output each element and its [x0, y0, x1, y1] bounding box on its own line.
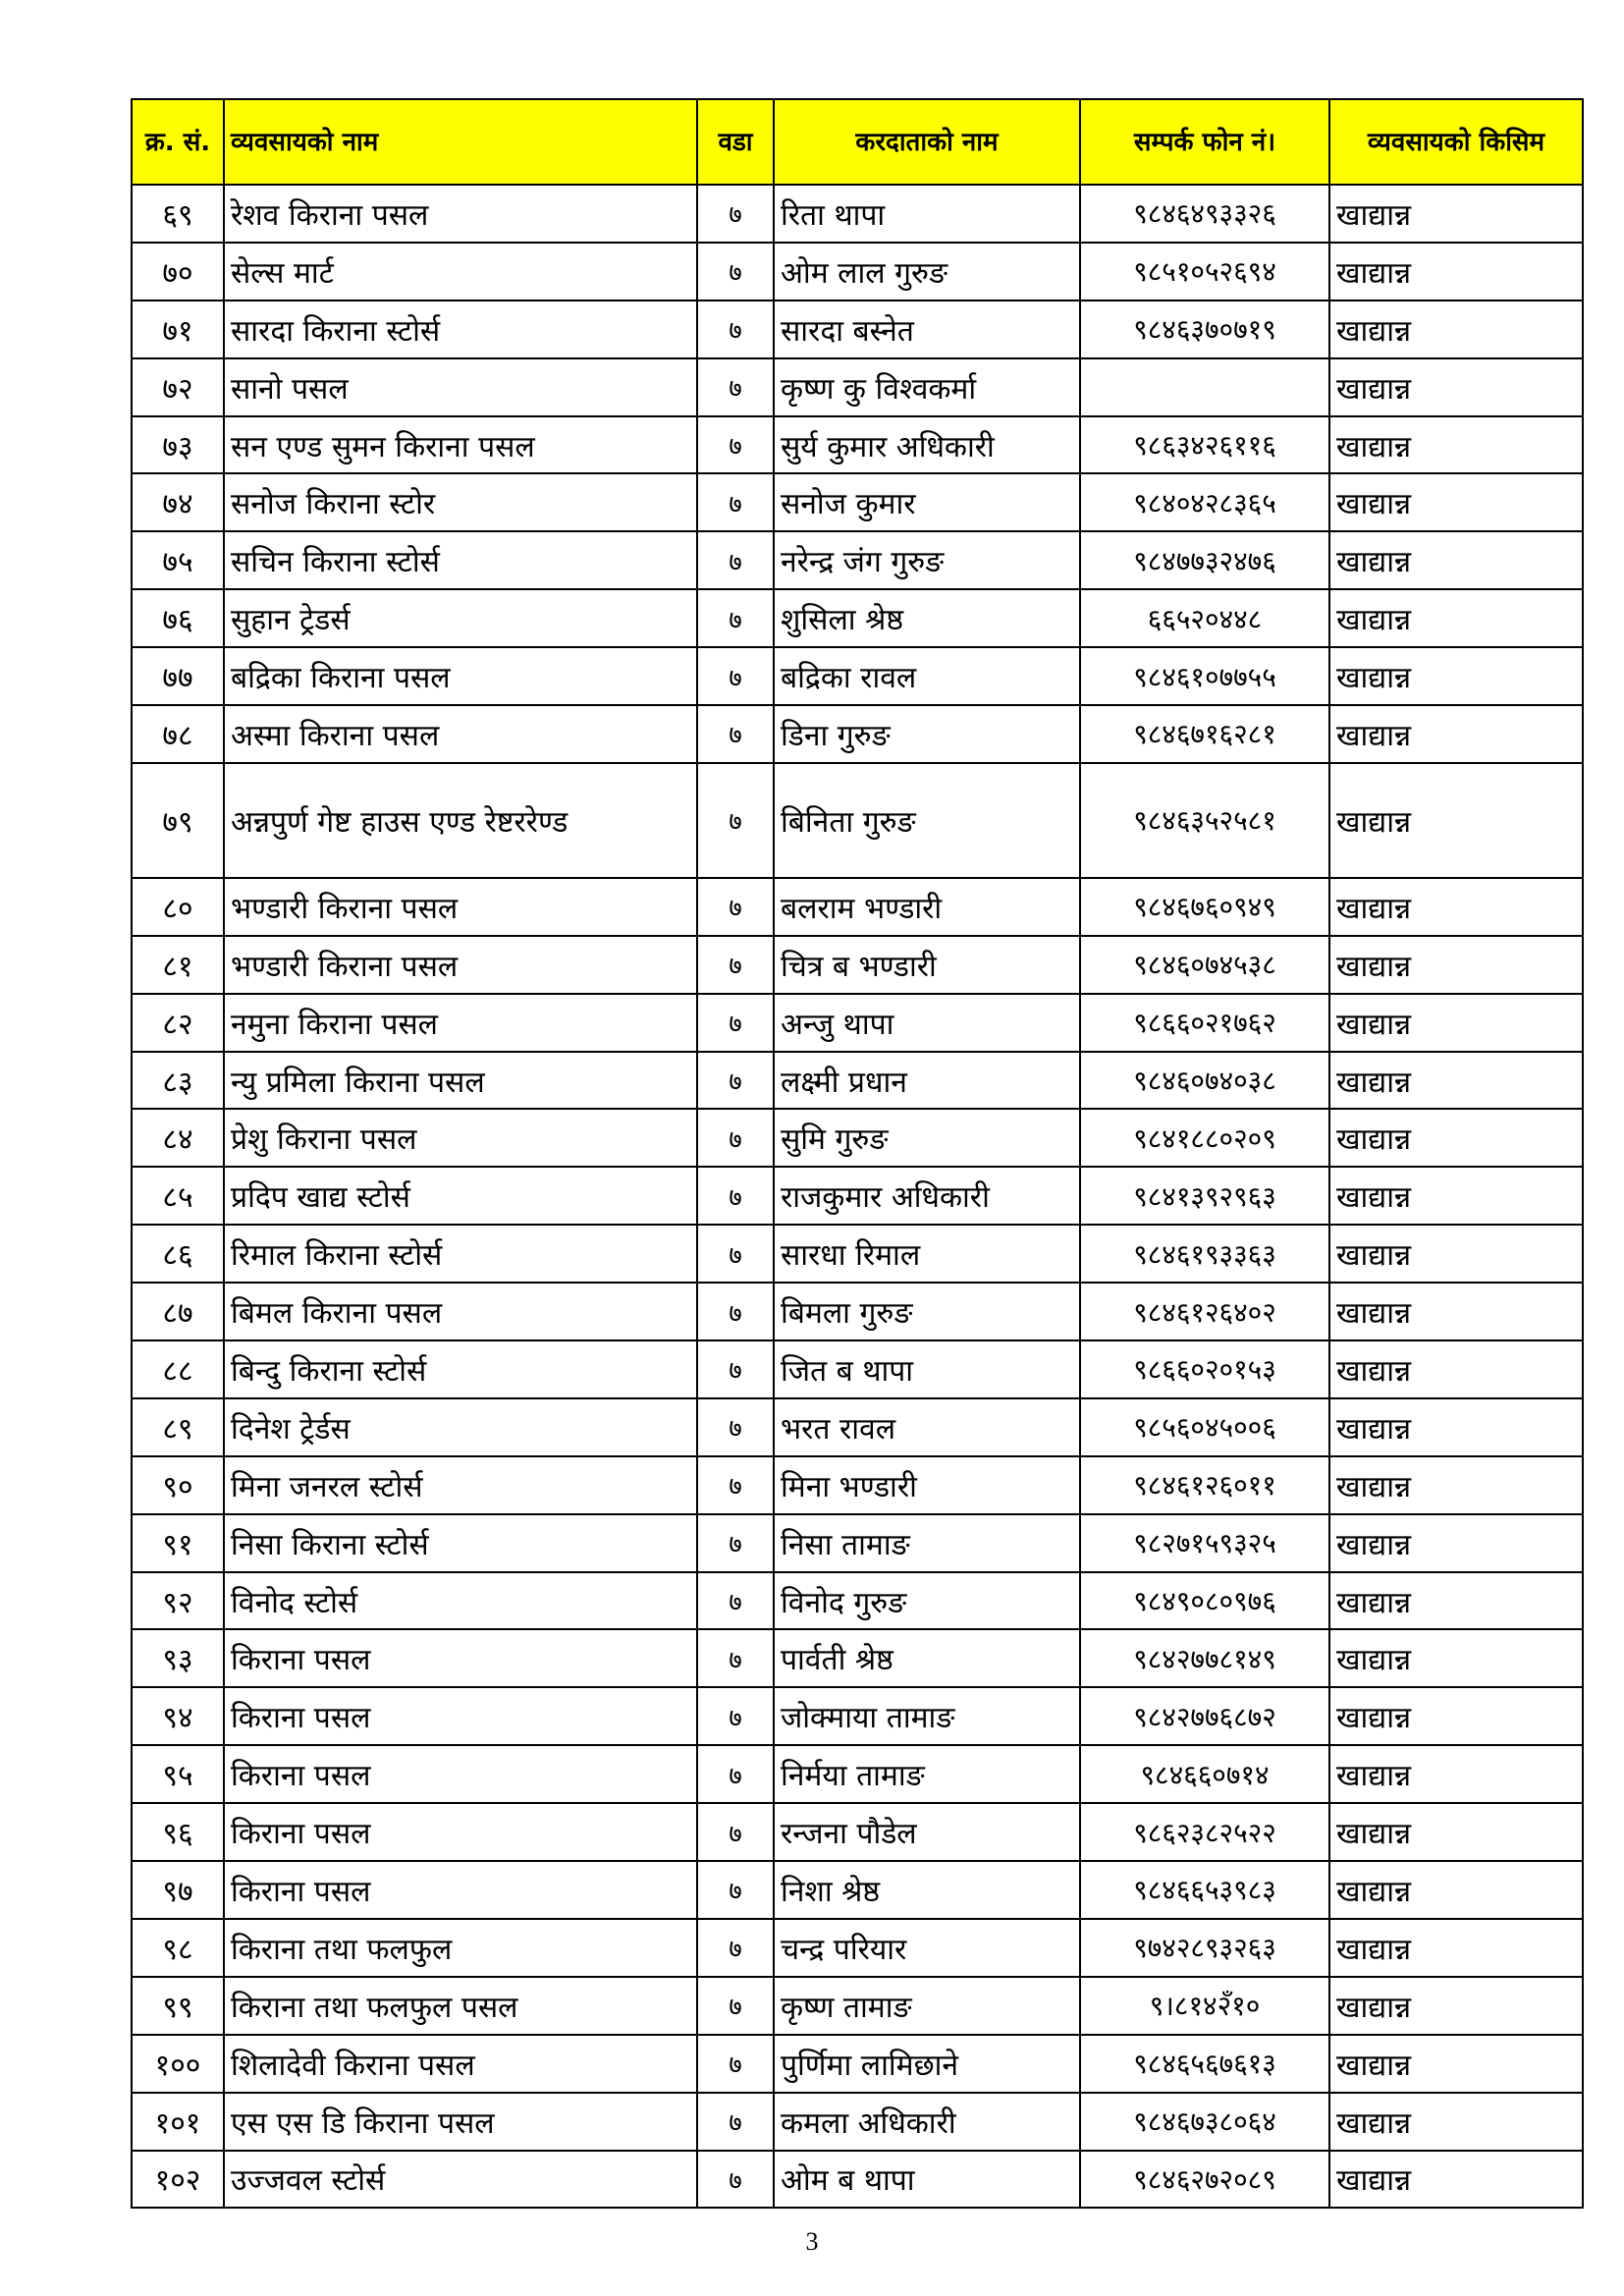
header-business-type: व्यवसायको किसिम — [1329, 99, 1583, 185]
cell-ward: ७ — [697, 1225, 774, 1283]
table-row — [132, 1514, 1583, 1572]
cell-business-type: खाद्यान्न — [1329, 1572, 1583, 1630]
cell-taxpayer-name: ओम लाल गुरुङ — [774, 243, 1080, 301]
cell-business-type: खाद्यान्न — [1329, 416, 1583, 474]
cell-taxpayer-name: सुमि गुरुङ — [774, 1109, 1080, 1167]
cell-phone: ९८४२७७८१४९ — [1080, 1629, 1329, 1687]
cell-business-name: भण्डारी किराना पसल — [224, 878, 697, 936]
cell-sn: ९० — [132, 1456, 224, 1514]
cell-business-name: नमुना किराना पसल — [224, 994, 697, 1052]
cell-phone: ९८४१३९२९६३ — [1080, 1167, 1329, 1225]
cell-sn: ९९ — [132, 1977, 224, 2035]
cell-ward: ७ — [697, 2093, 774, 2151]
cell-phone: ९८६३४२६११६ — [1080, 416, 1329, 474]
cell-sn: ९८ — [132, 1919, 224, 1977]
cell-phone: ९८४६५६७६१३ — [1080, 2035, 1329, 2093]
cell-business-name: बिन्दु किराना स्टोर्स — [224, 1340, 697, 1398]
cell-taxpayer-name: अन्जु थापा — [774, 994, 1080, 1052]
cell-business-name: बद्रिका किराना पसल — [224, 647, 697, 705]
cell-business-name: निसा किराना स्टोर्स — [224, 1514, 697, 1572]
cell-business-type: खाद्यान्न — [1329, 1225, 1583, 1283]
cell-ward: ७ — [697, 1514, 774, 1572]
cell-business-type: खाद्यान्न — [1329, 358, 1583, 416]
cell-phone: ९८४६०७४५३८ — [1080, 936, 1329, 994]
cell-taxpayer-name: डिना गुरुङ — [774, 705, 1080, 763]
cell-taxpayer-name: रन्जना पौडेल — [774, 1803, 1080, 1861]
cell-sn: ८५ — [132, 1167, 224, 1225]
cell-taxpayer-name: बलराम भण्डारी — [774, 878, 1080, 936]
cell-sn: ८७ — [132, 1283, 224, 1340]
cell-sn: ८४ — [132, 1109, 224, 1167]
cell-ward: ७ — [697, 416, 774, 474]
cell-business-name: रेशव किराना पसल — [224, 185, 697, 243]
cell-business-name: अस्मा किराना पसल — [224, 705, 697, 763]
cell-taxpayer-name: कमला अधिकारी — [774, 2093, 1080, 2151]
cell-business-name: शिलादेवी किराना पसल — [224, 2035, 697, 2093]
cell-business-name: रिमाल किराना स्टोर्स — [224, 1225, 697, 1283]
table-row — [132, 1109, 1583, 1167]
table-row — [132, 2093, 1583, 2151]
cell-business-type: खाद्यान्न — [1329, 705, 1583, 763]
cell-sn: ७३ — [132, 416, 224, 474]
cell-phone: ९८४९०८०९७६ — [1080, 1572, 1329, 1630]
cell-ward: ७ — [697, 1861, 774, 1919]
cell-business-name: सनोज किराना स्टोर — [224, 473, 697, 531]
cell-sn: १०० — [132, 2035, 224, 2093]
cell-business-type: खाद्यान्न — [1329, 647, 1583, 705]
cell-business-type: खाद्यान्न — [1329, 1514, 1583, 1572]
cell-sn: ७९ — [132, 763, 224, 878]
cell-taxpayer-name: बिनिता गुरुङ — [774, 763, 1080, 878]
cell-sn: ९४ — [132, 1687, 224, 1745]
cell-business-name: किराना पसल — [224, 1803, 697, 1861]
table-body — [132, 185, 1583, 2208]
page-number: 3 — [805, 2227, 819, 2256]
cell-business-type: खाद्यान्न — [1329, 2035, 1583, 2093]
cell-ward: ७ — [697, 1398, 774, 1456]
cell-phone: ९८४६१०७७५५ — [1080, 647, 1329, 705]
cell-business-name: प्रदिप खाद्य स्टोर्स — [224, 1167, 697, 1225]
cell-taxpayer-name: चित्र ब भण्डारी — [774, 936, 1080, 994]
table-row — [132, 1340, 1583, 1398]
cell-taxpayer-name: लक्ष्मी प्रधान — [774, 1052, 1080, 1110]
cell-sn: ८६ — [132, 1225, 224, 1283]
cell-taxpayer-name: निसा तामाङ — [774, 1514, 1080, 1572]
table-row — [132, 1919, 1583, 1977]
table-row — [132, 416, 1583, 474]
cell-business-name: अन्नपुर्ण गेष्ट हाउस एण्ड रेष्टररेण्ड — [224, 763, 697, 878]
cell-business-type: खाद्यान्न — [1329, 1283, 1583, 1340]
cell-phone: ९८४७७३२४७६ — [1080, 531, 1329, 589]
cell-sn: ७१ — [132, 301, 224, 358]
cell-sn: ८१ — [132, 936, 224, 994]
cell-ward: ७ — [697, 1919, 774, 1977]
cell-phone: ९८४६६५३९८३ — [1080, 1861, 1329, 1919]
cell-business-type: खाद्यान्न — [1329, 1456, 1583, 1514]
cell-taxpayer-name: निर्मया तामाङ — [774, 1745, 1080, 1803]
table-row — [132, 1687, 1583, 1745]
cell-sn: ८८ — [132, 1340, 224, 1398]
cell-business-name: किराना तथा फलफुल पसल — [224, 1977, 697, 2035]
table-row — [132, 1745, 1583, 1803]
cell-ward: ७ — [697, 2035, 774, 2093]
cell-business-type: खाद्यान्न — [1329, 994, 1583, 1052]
cell-taxpayer-name: भरत रावल — [774, 1398, 1080, 1456]
cell-business-type: खाद्यान्न — [1329, 2151, 1583, 2209]
cell-business-name: सानो पसल — [224, 358, 697, 416]
table-row — [132, 1052, 1583, 1110]
table-row — [132, 531, 1583, 589]
cell-sn: ७० — [132, 243, 224, 301]
cell-phone: ९८५६०४५००६ — [1080, 1398, 1329, 1456]
cell-business-type: खाद्यान्न — [1329, 1745, 1583, 1803]
cell-business-type: खाद्यान्न — [1329, 1861, 1583, 1919]
cell-phone: ६६५२०४४८ — [1080, 589, 1329, 647]
cell-taxpayer-name: बद्रिका रावल — [774, 647, 1080, 705]
table-row — [132, 1398, 1583, 1456]
cell-taxpayer-name: जित ब थापा — [774, 1340, 1080, 1398]
cell-taxpayer-name: कृष्ण कु विश्वकर्मा — [774, 358, 1080, 416]
cell-sn: ७५ — [132, 531, 224, 589]
cell-business-type: खाद्यान्न — [1329, 1687, 1583, 1745]
cell-phone: ९८४६३७०७१९ — [1080, 301, 1329, 358]
table-header-row — [132, 99, 1583, 185]
cell-phone: ९८४६१९३३६३ — [1080, 1225, 1329, 1283]
cell-ward: ७ — [697, 1340, 774, 1398]
table-row — [132, 301, 1583, 358]
cell-ward: ७ — [697, 936, 774, 994]
cell-taxpayer-name: निशा श्रेष्ठ — [774, 1861, 1080, 1919]
cell-phone: ९८४२७७६८७२ — [1080, 1687, 1329, 1745]
table-row — [132, 1572, 1583, 1630]
table-row — [132, 1629, 1583, 1687]
cell-ward: ७ — [697, 1977, 774, 2035]
cell-business-type: खाद्यान्न — [1329, 1109, 1583, 1167]
cell-business-type: खाद्यान्न — [1329, 1977, 1583, 2035]
cell-business-type: खाद्यान्न — [1329, 1629, 1583, 1687]
cell-ward: ७ — [697, 763, 774, 878]
header-business-name: व्यवसायको नाम — [224, 99, 697, 185]
cell-phone: ९८४६२७२०८९ — [1080, 2151, 1329, 2209]
cell-business-name: सुहान ट्रेडर्स — [224, 589, 697, 647]
cell-sn: ९२ — [132, 1572, 224, 1630]
header-sn: क्र. सं. — [132, 99, 224, 185]
cell-phone: ९८२७१५९३२५ — [1080, 1514, 1329, 1572]
table-row — [132, 878, 1583, 936]
cell-phone: ९८४६४९३३२६ — [1080, 185, 1329, 243]
cell-phone: ९८४६७१६२८१ — [1080, 705, 1329, 763]
cell-sn: ७८ — [132, 705, 224, 763]
cell-ward: ७ — [697, 473, 774, 531]
cell-business-name: प्रेशु किराना पसल — [224, 1109, 697, 1167]
cell-taxpayer-name: विनोद गुरुङ — [774, 1572, 1080, 1630]
table-row — [132, 1225, 1583, 1283]
cell-business-name: एस एस डि किराना पसल — [224, 2093, 697, 2151]
cell-business-name: किराना तथा फलफुल — [224, 1919, 697, 1977]
cell-ward: ७ — [697, 1283, 774, 1340]
cell-ward: ७ — [697, 1109, 774, 1167]
table-row — [132, 358, 1583, 416]
cell-business-type: खाद्यान्न — [1329, 301, 1583, 358]
cell-business-type: खाद्यान्न — [1329, 1340, 1583, 1398]
table-row — [132, 473, 1583, 531]
cell-ward: ७ — [697, 301, 774, 358]
cell-business-type: खाद्यान्न — [1329, 936, 1583, 994]
cell-business-name: सारदा किराना स्टोर्स — [224, 301, 697, 358]
cell-sn: ७६ — [132, 589, 224, 647]
cell-phone: ९८६६०२०१५३ — [1080, 1340, 1329, 1398]
cell-business-name: किराना पसल — [224, 1687, 697, 1745]
cell-sn: ९१ — [132, 1514, 224, 1572]
cell-ward: ७ — [697, 1052, 774, 1110]
cell-sn: १०२ — [132, 2151, 224, 2209]
cell-business-type: खाद्यान्न — [1329, 243, 1583, 301]
cell-phone: ९७४२८९३२६३ — [1080, 1919, 1329, 1977]
table-row — [132, 589, 1583, 647]
header-phone: सम्पर्क फोन नं। — [1080, 99, 1329, 185]
cell-business-name: भण्डारी किराना पसल — [224, 936, 697, 994]
cell-sn: ९७ — [132, 1861, 224, 1919]
header-taxpayer-name: करदाताको नाम — [774, 99, 1080, 185]
cell-sn: ९६ — [132, 1803, 224, 1861]
cell-business-type: खाद्यान्न — [1329, 1167, 1583, 1225]
cell-ward: ७ — [697, 647, 774, 705]
table-row — [132, 763, 1583, 878]
cell-business-type: खाद्यान्न — [1329, 185, 1583, 243]
cell-taxpayer-name: सुर्य कुमार अधिकारी — [774, 416, 1080, 474]
cell-ward: ७ — [697, 1687, 774, 1745]
cell-ward: ७ — [697, 1572, 774, 1630]
cell-business-name: किराना पसल — [224, 1629, 697, 1687]
cell-taxpayer-name: जोक्माया तामाङ — [774, 1687, 1080, 1745]
cell-taxpayer-name: चन्द्र परियार — [774, 1919, 1080, 1977]
cell-sn: ७७ — [132, 647, 224, 705]
cell-ward: ७ — [697, 1745, 774, 1803]
cell-phone: ९८६२३८२५२२ — [1080, 1803, 1329, 1861]
cell-sn: १०१ — [132, 2093, 224, 2151]
cell-sn: ७२ — [132, 358, 224, 416]
cell-sn: ८२ — [132, 994, 224, 1052]
cell-business-type: खाद्यान्न — [1329, 2093, 1583, 2151]
cell-business-type: खाद्यान्न — [1329, 1398, 1583, 1456]
table-row — [132, 936, 1583, 994]
cell-phone: ९८४०४२८३६५ — [1080, 473, 1329, 531]
cell-taxpayer-name: मिना भण्डारी — [774, 1456, 1080, 1514]
cell-ward: ७ — [697, 243, 774, 301]
cell-phone: ९८४६१२६०११ — [1080, 1456, 1329, 1514]
table-row — [132, 1167, 1583, 1225]
cell-business-name: न्यु प्रमिला किराना पसल — [224, 1052, 697, 1110]
business-table — [131, 98, 1584, 2209]
cell-sn: ९५ — [132, 1745, 224, 1803]
table-row — [132, 647, 1583, 705]
cell-ward: ७ — [697, 1629, 774, 1687]
cell-phone: ९८४६७३८०६४ — [1080, 2093, 1329, 2151]
cell-business-name: दिनेश ट्रेर्डस — [224, 1398, 697, 1456]
table-row — [132, 243, 1583, 301]
cell-business-name: सेल्स मार्ट — [224, 243, 697, 301]
cell-sn: ६९ — [132, 185, 224, 243]
cell-phone: ९८४६६०७१४ — [1080, 1745, 1329, 1803]
cell-taxpayer-name: पार्वती श्रेष्ठ — [774, 1629, 1080, 1687]
cell-business-type: खाद्यान्न — [1329, 589, 1583, 647]
cell-phone: ९।८१४२ँ१० — [1080, 1977, 1329, 2035]
cell-business-type: खाद्यान्न — [1329, 1803, 1583, 1861]
cell-phone: ९८४६७६०९४९ — [1080, 878, 1329, 936]
cell-phone: ९८४६०७४०३८ — [1080, 1052, 1329, 1110]
cell-phone: ९८६६०२१७६२ — [1080, 994, 1329, 1052]
cell-taxpayer-name: सनोज कुमार — [774, 473, 1080, 531]
table-row — [132, 2035, 1583, 2093]
cell-business-type: खाद्यान्न — [1329, 763, 1583, 878]
cell-phone — [1080, 358, 1329, 416]
cell-business-type: खाद्यान्न — [1329, 531, 1583, 589]
cell-taxpayer-name: शुसिला श्रेष्ठ — [774, 589, 1080, 647]
cell-business-type: खाद्यान्न — [1329, 878, 1583, 936]
cell-taxpayer-name: पुर्णिमा लामिछाने — [774, 2035, 1080, 2093]
cell-phone: ९८४६३५२५८१ — [1080, 763, 1329, 878]
cell-ward: ७ — [697, 589, 774, 647]
cell-ward: ७ — [697, 994, 774, 1052]
cell-phone: ९८५१०५२६९४ — [1080, 243, 1329, 301]
cell-ward: ७ — [697, 358, 774, 416]
cell-business-type: खाद्यान्न — [1329, 473, 1583, 531]
cell-business-name: उज्जवल स्टोर्स — [224, 2151, 697, 2209]
cell-sn: ८९ — [132, 1398, 224, 1456]
cell-ward: ७ — [697, 705, 774, 763]
cell-taxpayer-name: राजकुमार अधिकारी — [774, 1167, 1080, 1225]
cell-ward: ७ — [697, 531, 774, 589]
cell-phone: ९८४१८८०२०९ — [1080, 1109, 1329, 1167]
table-row — [132, 994, 1583, 1052]
table-row — [132, 1803, 1583, 1861]
cell-taxpayer-name: नरेन्द्र जंग गुरुङ — [774, 531, 1080, 589]
table-row — [132, 2151, 1583, 2209]
cell-business-name: विनोद स्टोर्स — [224, 1572, 697, 1630]
cell-business-type: खाद्यान्न — [1329, 1919, 1583, 1977]
cell-ward: ७ — [697, 185, 774, 243]
cell-ward: ७ — [697, 878, 774, 936]
cell-taxpayer-name: सारधा रिमाल — [774, 1225, 1080, 1283]
cell-taxpayer-name: रिता थापा — [774, 185, 1080, 243]
cell-taxpayer-name: ओम ब थापा — [774, 2151, 1080, 2209]
cell-business-name: सन एण्ड सुमन किराना पसल — [224, 416, 697, 474]
header-ward: वडा — [697, 99, 774, 185]
table-row — [132, 1456, 1583, 1514]
table-row — [132, 705, 1583, 763]
cell-business-name: मिना जनरल स्टोर्स — [224, 1456, 697, 1514]
table-row — [132, 1283, 1583, 1340]
table-row — [132, 1977, 1583, 2035]
cell-business-name: किराना पसल — [224, 1745, 697, 1803]
cell-sn: ९३ — [132, 1629, 224, 1687]
cell-taxpayer-name: कृष्ण तामाङ — [774, 1977, 1080, 2035]
cell-sn: ८० — [132, 878, 224, 936]
cell-business-name: किराना पसल — [224, 1861, 697, 1919]
cell-business-type: खाद्यान्न — [1329, 1052, 1583, 1110]
table-row — [132, 1861, 1583, 1919]
cell-sn: ७४ — [132, 473, 224, 531]
cell-ward: ७ — [697, 2151, 774, 2209]
cell-sn: ८३ — [132, 1052, 224, 1110]
cell-business-name: बिमल किराना पसल — [224, 1283, 697, 1340]
cell-phone: ९८४६१२६४०२ — [1080, 1283, 1329, 1340]
cell-ward: ७ — [697, 1803, 774, 1861]
table-row — [132, 185, 1583, 243]
cell-ward: ७ — [697, 1456, 774, 1514]
cell-taxpayer-name: सारदा बस्नेत — [774, 301, 1080, 358]
cell-taxpayer-name: बिमला गुरुङ — [774, 1283, 1080, 1340]
cell-ward: ७ — [697, 1167, 774, 1225]
cell-business-name: सचिन किराना स्टोर्स — [224, 531, 697, 589]
